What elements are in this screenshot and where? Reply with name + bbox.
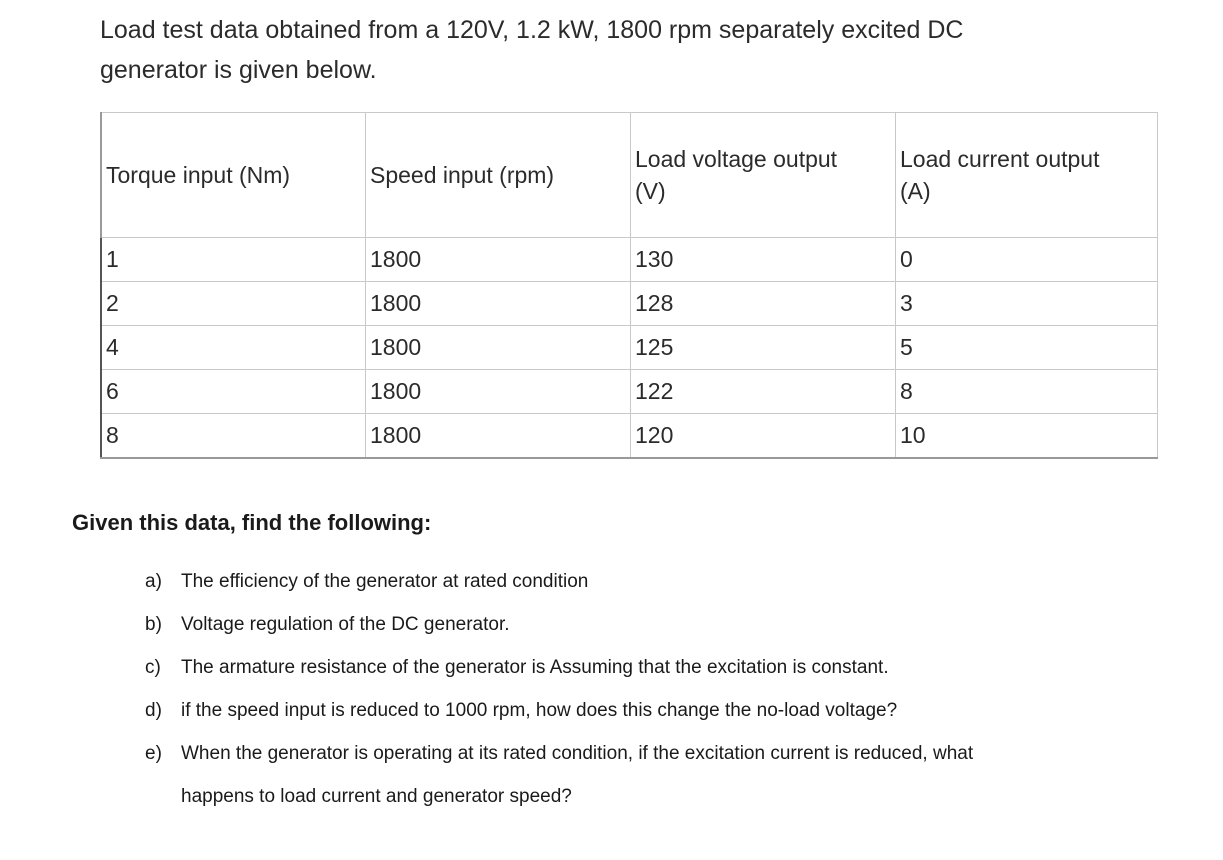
table-row [101, 414, 1158, 459]
intro-paragraph [100, 10, 1160, 90]
question-text: Voltage regulation of the DC generator. [181, 614, 510, 635]
question-marker: e) [145, 743, 162, 764]
question-text-continuation: happens to load current and generator speed? [181, 786, 572, 807]
question-item [145, 732, 1205, 818]
question-text: The efficiency of the generator at rated condition [181, 571, 589, 592]
header-torque: Torque input (Nm) [101, 113, 366, 238]
table-row [101, 282, 1158, 326]
cell-speed: 1800 [366, 282, 631, 326]
question-item [145, 560, 1205, 603]
question-item [145, 646, 1205, 689]
cell-voltage: 125 [631, 326, 896, 370]
cell-speed: 1800 [366, 370, 631, 414]
cell-voltage: 122 [631, 370, 896, 414]
cell-speed: 1800 [366, 414, 631, 459]
cell-torque: 6 [101, 370, 366, 414]
table-header-row [101, 113, 1158, 238]
question-text: if the speed input is reduced to 1000 rpm, how does this change the no-load voltage? [181, 700, 898, 721]
cell-current: 3 [896, 282, 1158, 326]
question-marker: a) [145, 571, 162, 592]
question-text: When the generator is operating at its rated condition, if the excitation current is reduced, what [181, 743, 974, 764]
header-load-current: Load current output (A) [896, 113, 1158, 238]
intro-line-1: Load test data obtained from a 120V, 1.2 kW, 1800 rpm separately excited DC [100, 16, 964, 44]
table-row [101, 326, 1158, 370]
question-marker: b) [145, 614, 162, 635]
cell-torque: 4 [101, 326, 366, 370]
header-load-voltage: Load voltage output (V) [631, 113, 896, 238]
cell-torque: 1 [101, 238, 366, 282]
question-marker: d) [145, 700, 162, 721]
question-text: The armature resistance of the generator is Assuming that the excitation is constant. [181, 657, 889, 678]
question-item [145, 689, 1205, 732]
cell-current: 10 [896, 414, 1158, 459]
cell-torque: 8 [101, 414, 366, 459]
cell-voltage: 128 [631, 282, 896, 326]
cell-speed: 1800 [366, 238, 631, 282]
given-heading: Given this data, find the following: [72, 510, 432, 535]
cell-speed: 1800 [366, 326, 631, 370]
cell-current: 5 [896, 326, 1158, 370]
question-item [145, 603, 1205, 646]
cell-voltage: 120 [631, 414, 896, 459]
cell-current: 8 [896, 370, 1158, 414]
cell-voltage: 130 [631, 238, 896, 282]
cell-current: 0 [896, 238, 1158, 282]
load-test-table [100, 112, 1158, 459]
intro-line-2: generator is given below. [100, 56, 377, 84]
cell-torque: 2 [101, 282, 366, 326]
question-list [145, 560, 1205, 818]
question-marker: c) [145, 657, 161, 678]
table-row [101, 370, 1158, 414]
header-speed: Speed input (rpm) [366, 113, 631, 238]
table-row [101, 238, 1158, 282]
